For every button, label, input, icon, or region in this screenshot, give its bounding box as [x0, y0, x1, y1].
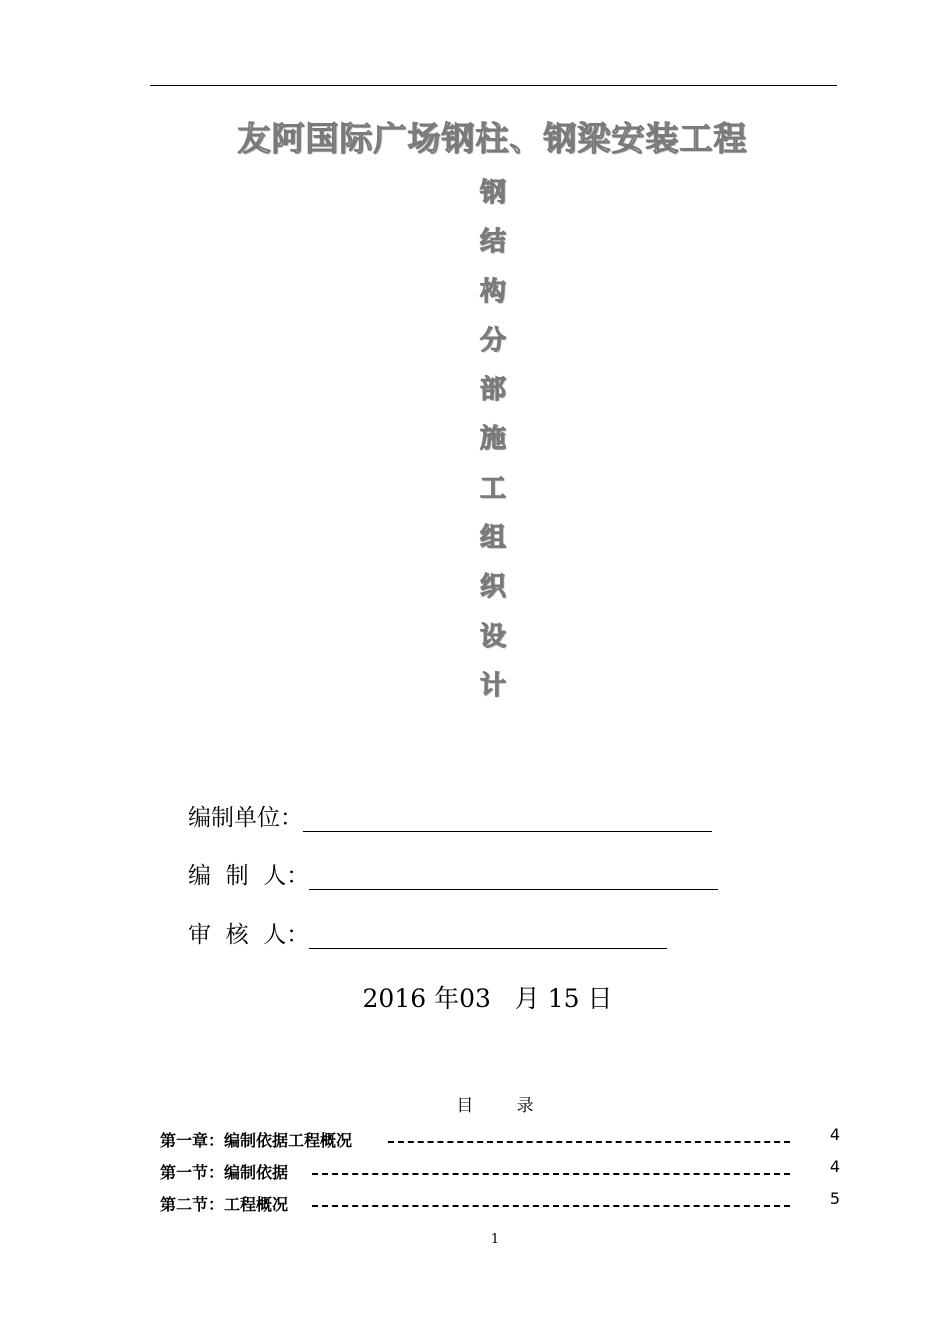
page-number: 1 — [490, 1232, 500, 1247]
document-date: 2016 年03 月 15 日 — [362, 984, 613, 1013]
subtitle-char: 构 — [479, 276, 506, 307]
subtitle-char: 施 — [479, 424, 506, 455]
header-rule — [150, 85, 837, 86]
toc-item[interactable] — [160, 1157, 850, 1189]
toc-leader — [312, 1173, 790, 1175]
subtitle-char: 工 — [479, 473, 506, 504]
toc-item-page: 5 — [829, 1189, 840, 1208]
toc-item-label: 第一节：编制依据 — [160, 1163, 289, 1182]
reviewer-row — [188, 920, 667, 950]
subtitle-char: 钢 — [479, 178, 506, 208]
toc-item-label: 第二节：工程概况 — [160, 1195, 289, 1214]
subtitle-char: 织 — [479, 572, 506, 603]
toc-item[interactable] — [160, 1189, 850, 1221]
table-of-contents — [160, 1125, 850, 1221]
subtitle-char: 组 — [479, 523, 506, 554]
document-title: 友阿国际广场钢柱、钢梁安装工程 — [237, 119, 748, 158]
toc-item-label: 第一章：编制依据工程概况 — [160, 1131, 353, 1150]
reviewer-blank — [309, 948, 667, 949]
compile-unit-row — [188, 803, 712, 833]
compile-unit-label: 编制单位： — [188, 805, 303, 831]
toc-item[interactable] — [160, 1125, 850, 1157]
subtitle-char: 设 — [479, 621, 506, 652]
compiler-blank — [309, 889, 718, 890]
subtitle-char: 部 — [479, 375, 506, 406]
compile-unit-blank — [303, 831, 712, 832]
reviewer-label: 审 核 人： — [188, 922, 310, 948]
toc-item-page: 4 — [829, 1125, 840, 1144]
subtitle-char: 结 — [479, 227, 506, 258]
toc-leader — [312, 1205, 790, 1207]
subtitle-char: 分 — [479, 325, 506, 356]
toc-item-page: 4 — [829, 1157, 840, 1176]
vertical-subtitle — [470, 176, 516, 718]
compiler-row — [188, 861, 718, 891]
subtitle-char: 计 — [479, 670, 506, 701]
compiler-label: 编 制 人： — [188, 863, 310, 889]
toc-heading: 目 录 — [456, 1096, 534, 1116]
toc-leader — [388, 1141, 790, 1143]
